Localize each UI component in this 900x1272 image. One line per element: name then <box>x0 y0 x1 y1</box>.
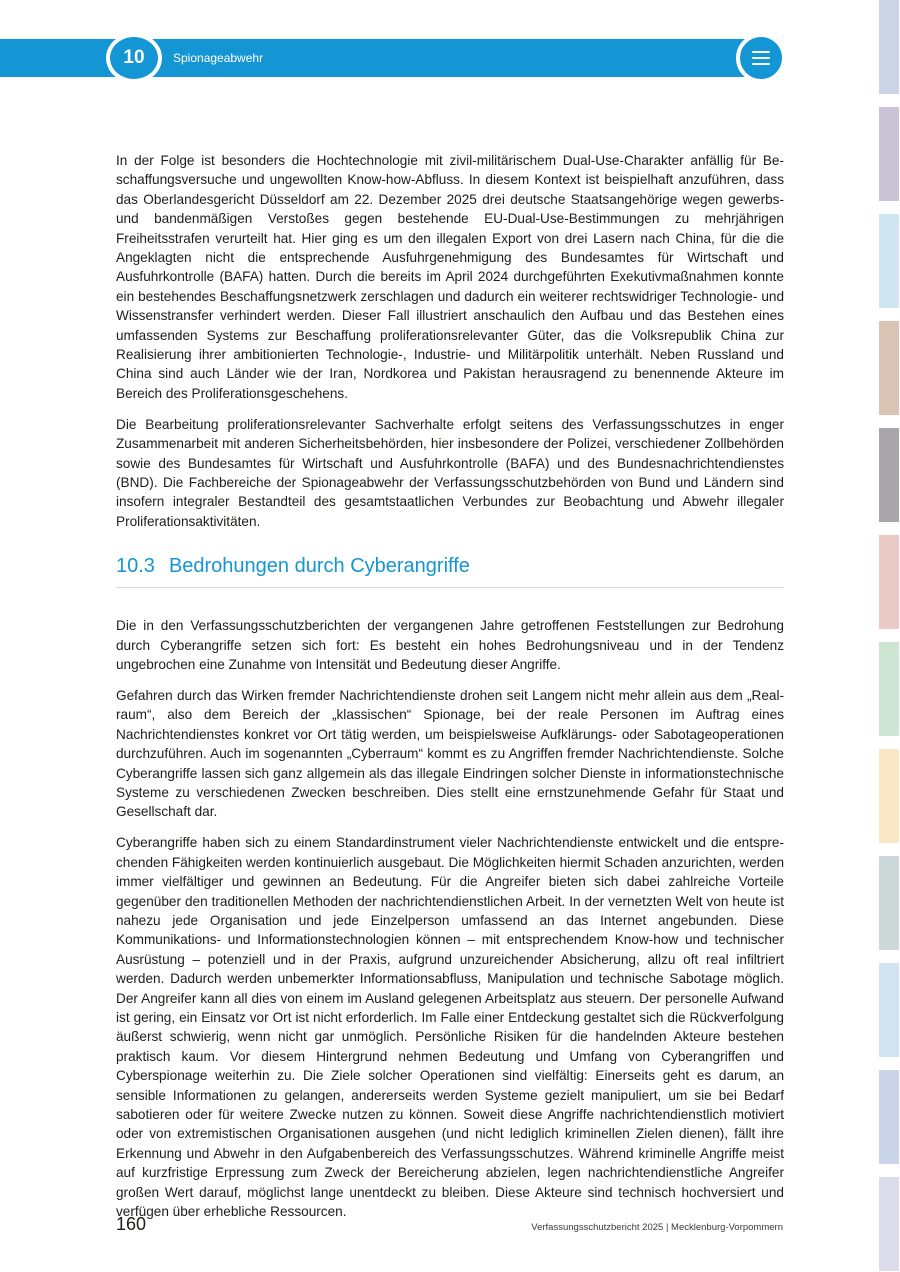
paragraph: Gefahren durch das Wirken fremder Nachrichtendienste drohen seit Langem nicht mehr allein aus dem „Realraum“, also dem Bereich der „klassischen“ Spionage, bei der reale Personen im Auftrag eines Nachrichtendienstes konkret vor Ort tätig werden, um beispielsweise Aufklärungs- oder Sabotageoperationen durchzuführen. Auch im sogenannten „Cyberraum“ kommt es zu Angriffen fremder Nachrichtendienste. Solche Cyberangriffe lassen sich ganz allgemein als das illegale Eindringen solcher Dienste in informationstechnische Systeme zu verschiedenen Zwecken beschreiben. Dies stellt eine ernstzunehmende Gefahr für Staat und Gesellschaft dar. <box>116 687 784 820</box>
hamburger-icon-line <box>752 63 770 65</box>
chapter-tab[interactable] <box>879 1070 899 1164</box>
section-number: 10.3 <box>116 555 155 578</box>
footer-publication: Verfassungsschutzbericht 2025 | Mecklenburg-Vorpommern <box>531 1222 783 1233</box>
chapter-tab[interactable] <box>879 214 899 308</box>
chapter-tab[interactable] <box>879 107 899 201</box>
chapter-title: Spionageabwehr <box>173 51 264 65</box>
hamburger-icon-line <box>752 57 770 59</box>
chapter-tab[interactable] <box>879 856 899 950</box>
paragraph: Die in den Verfassungsschutzberichten der vergangenen Jahre getroffenen Feststellungen zur Bedrohung durch Cyberangriffe setzen sich fort: Es besteht ein hohes Bedrohungsniveau und in der Tendenz ungebrochen eine Zunahme von Intensität und Bedeutung dieser Angriffe. <box>116 618 784 673</box>
chapter-tab[interactable] <box>879 321 899 415</box>
section-heading <box>116 555 784 588</box>
chapter-tab[interactable] <box>879 1177 899 1271</box>
main-content <box>116 151 784 1233</box>
chapter-tab[interactable] <box>879 428 899 522</box>
section-spacer <box>116 588 784 616</box>
paragraph: In der Folge ist besonders die Hochtechnologie mit zivil-militärischem Dual-Use-Charakter anfällig für Beschaffungsversuche und ungewollten Know-how-Abfluss. In diesem Kontext ist beispielhaft anzuführen, dass das Oberlandesgericht Düsseldorf am 22. Dezember 2025 drei deutsche Staatsangehörige wegen gewerbs- und bandenmäßigen Verstoßes gegen bestehende EU-Dual-Use-Bestimmungen zu mehrjährigen Freiheitsstrafen verurteilt hat. Hier ging es um den illegalen Export von drei Lasern nach China, für die die Angeklagten nicht die entsprechende Ausfuhrgenehmigung des Bundesamtes für Wirtschaft und Ausfuhrkontrolle (BAFA) hatten. Durch die bereits im April 2024 durchgeführten Exekutivmaßnahmen konnte ein bestehendes Beschaffungsnetzwerk zerschlagen und dadurch ein weiterer rechtswidriger Technologie- und Wissenstransfer verhindert werden. Dieser Fall illustriert anschaulich den Aufbau und das Bestehen eines umfassenden Systems zur Beschaffung proliferationsrelevanter Güter, das die Volksrepublik China zur Realisierung ihrer ambitionierten Technologie-, Industrie- und Militärpolitik unterhält. Neben Russland und China sind auch Länder wie der Iran, Nordkorea und Pakistan herausragend zu benennende Akteure im Bereich des Proliferationsgeschehens. <box>116 153 784 401</box>
chapter-tab[interactable] <box>879 535 899 629</box>
paragraph: Cyberangriffe haben sich zu einem Standardinstrument vieler Nachrichtendienste entwickelt und die entsprechenden Fähigkeiten werden kontinuierlich ausgebaut. Die Möglichkeiten hiermit Schaden anzurichten, werden immer vielfältiger und gewinnen an Bedeutung. Für die Angreifer bieten sich dabei zahlreiche Vorteile gegenüber den traditionellen Methoden der nachrichtendienstlichen Arbeit. In der vernetzten Welt von heute ist nahezu jede Organisation und jede Einzelperson umfassend an das Internet angebunden. Diese Kommunikations- und Informationstechnologien können – mit entsprechendem Know-how und technischer Ausrüstung – potenziell und in der Praxis, aufgrund unzureichender Absicherung, allzu oft real infiltriert werden. Dadurch werden unbemerkter Informationsabfluss, Manipulation und technische Sabotage möglich. Der Angreifer kann all dies von einem im Ausland gelegenen Arbeitsplatz aus steuern. Der personelle Aufwand ist gering, ein Einsatz vor Ort ist nicht erforderlich. Im Falle einer Entdeckung gestaltet sich die Rückverfolgung äußerst schwierig, wenn nicht gar unmöglich. Persönliche Risiken für die handelnden Akteure bestehen praktisch kaum. Vor diesem Hintergrund nehmen Bedeutung und Umfang von Cyberangriffen und Cyberspionage weiterhin zu. Die Ziele solcher Operationen sind vielfältig: Einerseits geht es darum, an sensible Informationen zu gelangen, andererseits werden Systeme gezielt manipuliert, um sie bei Bedarf sabotieren oder für weitere Zwecke nutzen zu können. Soweit diese Angriffe nachrichtendienstlich motiviert oder von extremistischen Organisationen ausgehen (und nicht lediglich kriminellen Zielen dienen), fällt ihre Erkennung und Abwehr in den Aufgabenbereich des Verfassungsschutzes. Während kriminelle Angriffe meist auf kurzfristige Erpressung zum Zweck der Bereicherung abzielen, legen nachrichtendienstliche Angreifer großen Wert darauf, möglichst lange unentdeckt zu bleiben. Diese Akteure sind technisch hochversiert und verfügen über erhebliche Ressourcen. <box>116 835 785 1219</box>
page-number: 160 <box>116 1214 147 1234</box>
chapter-tab[interactable] <box>879 0 899 94</box>
chapter-tab-strip <box>879 0 900 1272</box>
chapter-tab[interactable] <box>879 749 899 843</box>
chapter-number-badge <box>106 33 162 83</box>
chapter-tab[interactable] <box>879 963 899 1057</box>
paragraph: Die Bearbeitung proliferationsrelevanter Sachverhalte erfolgt seitens des Verfassungsschutzes in enger Zusammenarbeit mit anderen Sicherheitsbehörden, hier insbesondere der Polizei, verschiedener Zollbehörden sowie des Bundesamtes für Wirtschaft und Ausfuhrkontrolle (BAFA) und des Bundesnachrichtendienstes (BND). Die Fachbereiche der Spionageabwehr der Verfassungsschutzbehörden von Bund und Ländern sind insofern integraler Bestandteil des gesamtstaatlichen Verbundes zur Beobachtung und Abwehr illegaler Proliferationsaktivitäten. <box>116 416 784 529</box>
menu-button[interactable] <box>736 33 786 83</box>
chapter-number: 10 <box>123 47 145 68</box>
hamburger-icon-line <box>752 51 770 53</box>
chapter-tab[interactable] <box>879 642 899 736</box>
section-title: Bedrohungen durch Cyberangriffe <box>168 555 470 578</box>
